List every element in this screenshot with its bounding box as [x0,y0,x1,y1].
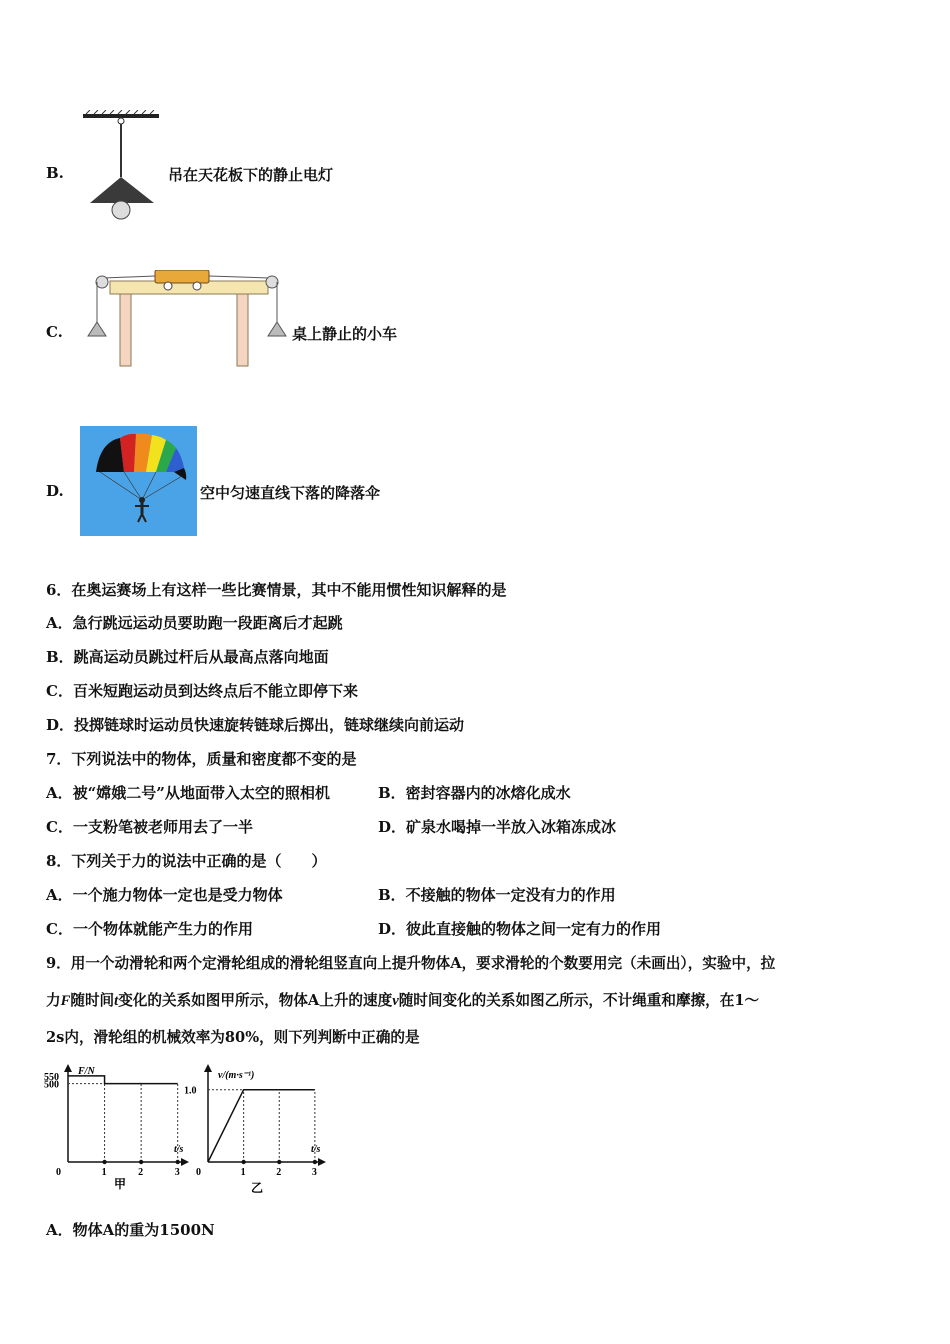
hanging-lamp-image [80,110,165,225]
jia-series-line [68,1076,178,1084]
q9-line-2: 力F随时间t变化的关系如图甲所示，物体A上升的速度v随时间变化的关系如图乙所示，不计绳重和摩擦，在1～ [46,992,760,1009]
q8-option-b: B．不接触的物体一定没有力的作用 [378,886,616,904]
q8-option-a: A．一个施力物体一定也是受力物体 [46,886,283,904]
q6-option-a: A．急行跳远运动员要助跑一段距离后才起跳 [46,614,343,632]
q7-option-b: B．密封容器内的冰熔化成水 [378,784,571,802]
jia-ytick-label-500: 500 [44,1079,59,1091]
jia-xtick-dot-1 [102,1160,106,1164]
q6-stem: 6．在奥运赛场上有这样一些比赛情景，其中不能用惯性知识解释的是 [46,581,507,599]
option-b-text: 吊在天花板下的静止电灯 [168,166,334,184]
jia-xtick-label-3: 3 [174,1167,180,1178]
q8-option-c: C．一个物体就能产生力的作用 [46,920,253,938]
cart-on-table-image [84,270,290,370]
jia-xtick-label-2: 2 [138,1167,144,1178]
option-d-figure [80,426,197,536]
q7-option-a: A．被“嫦娥二号”从地面带入太空的照相机 [46,784,330,802]
graph-yi-ylabel: v/(m·s⁻¹) [218,1070,255,1081]
option-d-text: 空中匀速直线下落的降落伞 [200,484,381,502]
option-c-letter: C. [46,323,63,341]
graph-jia-ylabel: F/N [78,1066,95,1077]
option-c-text: 桌上静止的小车 [292,325,398,343]
q9-option-a: A．物体A的重为1500N [46,1221,215,1239]
jia-xtick-label-1: 1 [101,1167,107,1178]
option-d-letter: D. [46,482,64,500]
yi-xtick-label-2: 2 [276,1167,282,1178]
q9-line-1: 9．用一个动滑轮和两个定滑轮组成的滑轮组竖直向上提升物体A，要求滑轮的个数要用完（未画出），实验中，拉 [46,955,776,972]
graph-yi-caption: 乙 [251,1181,264,1195]
q8-stem: 8．下列关于力的说法中正确的是（ ） [46,852,327,870]
graph-yi-svg [185,1062,335,1197]
yi-ytick-label-1.0: 1.0 [185,1085,197,1097]
q7-stem: 7．下列说法中的物体，质量和密度都不变的是 [46,750,357,768]
option-c-figure [84,270,290,370]
q7-option-d: D．矿泉水喝掉一半放入冰箱冻成冰 [378,818,617,836]
q6-option-d: D．投掷链球时运动员快速旋转链球后掷出，链球继续向前运动 [46,716,465,734]
yi-xtick-label-3: 3 [311,1167,317,1178]
yi-xtick-label-0: 0 [196,1167,201,1178]
yi-xtick-dot-2 [277,1160,281,1164]
graph-jia [40,1062,195,1192]
option-b-figure [80,110,165,225]
option-b-letter: B. [46,164,64,182]
jia-xtick-dot-3 [175,1160,179,1164]
jia-xtick-label-0: 0 [56,1167,61,1178]
parachute-image [80,426,197,536]
jia-xtick-dot-2 [139,1160,143,1164]
yi-xtick-label-1: 1 [240,1167,246,1178]
yi-xtick-dot-3 [313,1160,317,1164]
graph-jia-xlabel: t/s [174,1144,184,1155]
graph-jia-svg [40,1062,195,1192]
q6-option-c: C．百米短跑运动员到达终点后不能立即停下来 [46,682,358,700]
jia-ytick-label-550: 550 [44,1071,59,1083]
graph-yi-xlabel: t/s [311,1144,321,1155]
graph-yi-x-arrow [318,1158,326,1166]
q7-option-c: C．一支粉笔被老师用去了一半 [46,818,253,836]
graph-yi-y-arrow [204,1064,212,1072]
graph-yi [185,1062,335,1197]
yi-xtick-dot-1 [241,1160,245,1164]
q6-option-b: B．跳高运动员跳过杆后从最高点落向地面 [46,648,329,666]
graph-jia-y-arrow [64,1064,72,1072]
q8-option-d: D．彼此直接触的物体之间一定有力的作用 [378,920,662,938]
q9-line-3: 2s内，滑轮组的机械效率为80%，则下列判断中正确的是 [46,1029,420,1046]
yi-series-line [208,1090,315,1162]
graph-jia-caption: 甲 [114,1177,127,1191]
